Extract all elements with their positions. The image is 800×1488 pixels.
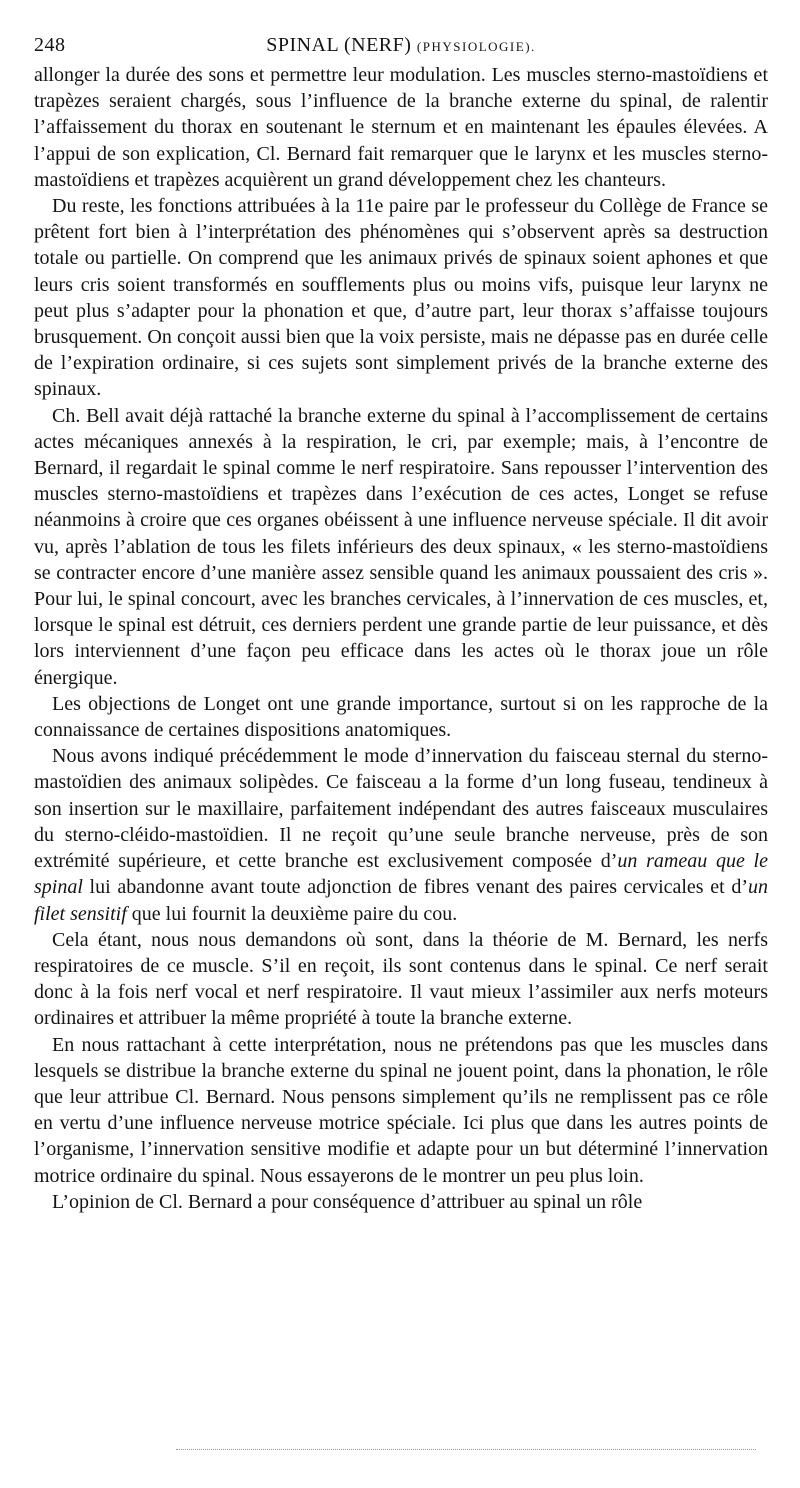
paragraph-5 (34, 743, 768, 926)
paragraph-6: Cela étant, nous nous demandons où sont, dans la théorie de M. Bernard, les nerfs respiratoires de ce muscle. S’il en reçoit, ils sont contenus dans le spinal. Ce nerf serait donc à la fois nerf vocal et nerf respiratoire. Il vaut mieux l’assimiler aux nerfs moteurs ordinaires et attribuer la même propriété à toute la branche externe. (34, 928, 768, 1030)
paragraph-2: Du reste, les fonctions attribuées à la 11e paire par le professeur du Collège de France se prêtent fort bien à l’interprétation des phénomènes qui s’observent après sa destruction totale ou partielle. On comprend que les animaux privés de spinaux soient aphones et que leurs cris soient transformés en soufflements plus ou moins vifs, puisque leur larynx ne peut plus s’adapter pour la phonation et que, d’autre part, leur thorax s’affaisse toujours brusquement. On conçoit aussi bien que la voix persiste, mais ne dépasse pas en durée celle de l’expiration ordinaire, si ces sujets sont simplement privés de la branche externe des spinaux. (34, 195, 768, 401)
paragraph-3: Ch. Bell avait déjà rattaché la branche externe du spinal à l’accomplissement de certains actes mécaniques annexés à la respiration, le cri, par exemple; mais, à l’encontre de Bernard, il regardait le spinal comme le nerf respiratoire. Sans repousser l’intervention des muscles sterno-mastoïdiens et trapèzes dans l’exécution de ces actes, Longet se refuse néanmoins à croire que ces organes obéissent à une influence nerveuse spéciale. Il dit avoir vu, après l’ablation de tous les filets inférieurs des deux spinaux, « les sterno-mastoïdiens se contracter encore d’une manière assez sensible quand les animaux poussaient des cris ». Pour lui, le spinal concourt, avec les branches cervicales, à l’innervation de ces muscles, et, lorsque le spinal est détruit, ces derniers perdent une grande partie de leur puissance, et dès lors interviennent d’une façon peu efficace dans les actes où le thorax joue un rôle énergique. (34, 404, 768, 689)
paragraph-5-part-b: lui abandonne avant toute adjonction de fibres venant des paires cervicales et d’ (82, 876, 748, 899)
running-title-main: SPINAL (NERF) (266, 34, 412, 56)
paragraph-7: En nous rattachant à cette interprétation, nous ne prétendons pas que les muscles dans lesquels se distribue la branche externe du spinal ne jouent point, dans la phonation, le rôle que leur attribue Cl. Bernard. Nous pensons simplement qu’ils ne remplissent pas ce rôle en vertu d’une influence nerveuse motrice spéciale. Ici plus que dans les autres points de l’organisme, l’innervation sensitive modifie et adapte pour un but déterminé l’innervation motrice ordinaire du spinal. Nous essayerons de le montrer un peu plus loin. (34, 1033, 768, 1187)
paragraph-4: Les objections de Longet ont une grande importance, surtout si on les rapproche de la connaissance de certaines dispositions anatomiques. (34, 692, 768, 742)
paragraph-8: L’opinion de Cl. Bernard a pour conséquence d’attribuer au spinal un rôle (52, 1190, 643, 1213)
paragraph-1: allonger la durée des sons et permettre leur modulation. Les muscles sterno-mastoïdiens et trapèzes seraient chargés, sous l’influence de la branche externe du spinal, de ralentir l’affaissement du thorax en soutenant le sternum et en maintenant les épaules élevées. A l’appui de son explication, Cl. Bernard fait remarquer que le larynx et les muscles sterno-mastoïdiens et trapèzes acquièrent un grand développement chez les chanteurs. (34, 64, 768, 191)
footer-rule (176, 1449, 756, 1450)
running-header (34, 30, 768, 60)
paragraph-5-part-a: Nous avons indiqué précédemment le mode d’innervation du faisceau sternal du sterno-mastoïdien des animaux solipèdes. Ce faisceau a la forme d’un long fuseau, tendineux à son insertion sur le maxillaire, parfaitement indépendant des autres faisceaux musculaires du sterno-cléido-mastoïdien. Il ne reçoit qu’une seule branche nerveuse, près de son extrémité supérieure, et cette branche est exclusivement composée d’ (34, 745, 768, 873)
paragraph-5-italic-1: un rameau que le spinal (34, 850, 768, 899)
paragraph-5-part-c: que lui fournit la deuxième paire du cou. (126, 902, 458, 925)
page-number: 248 (34, 34, 66, 56)
running-title-subject: (PHYSIOLOGIE). (416, 39, 536, 54)
running-title (34, 30, 768, 62)
paragraph-5-italic-2: un filet sensitif (34, 876, 768, 925)
body-text (34, 62, 768, 1215)
